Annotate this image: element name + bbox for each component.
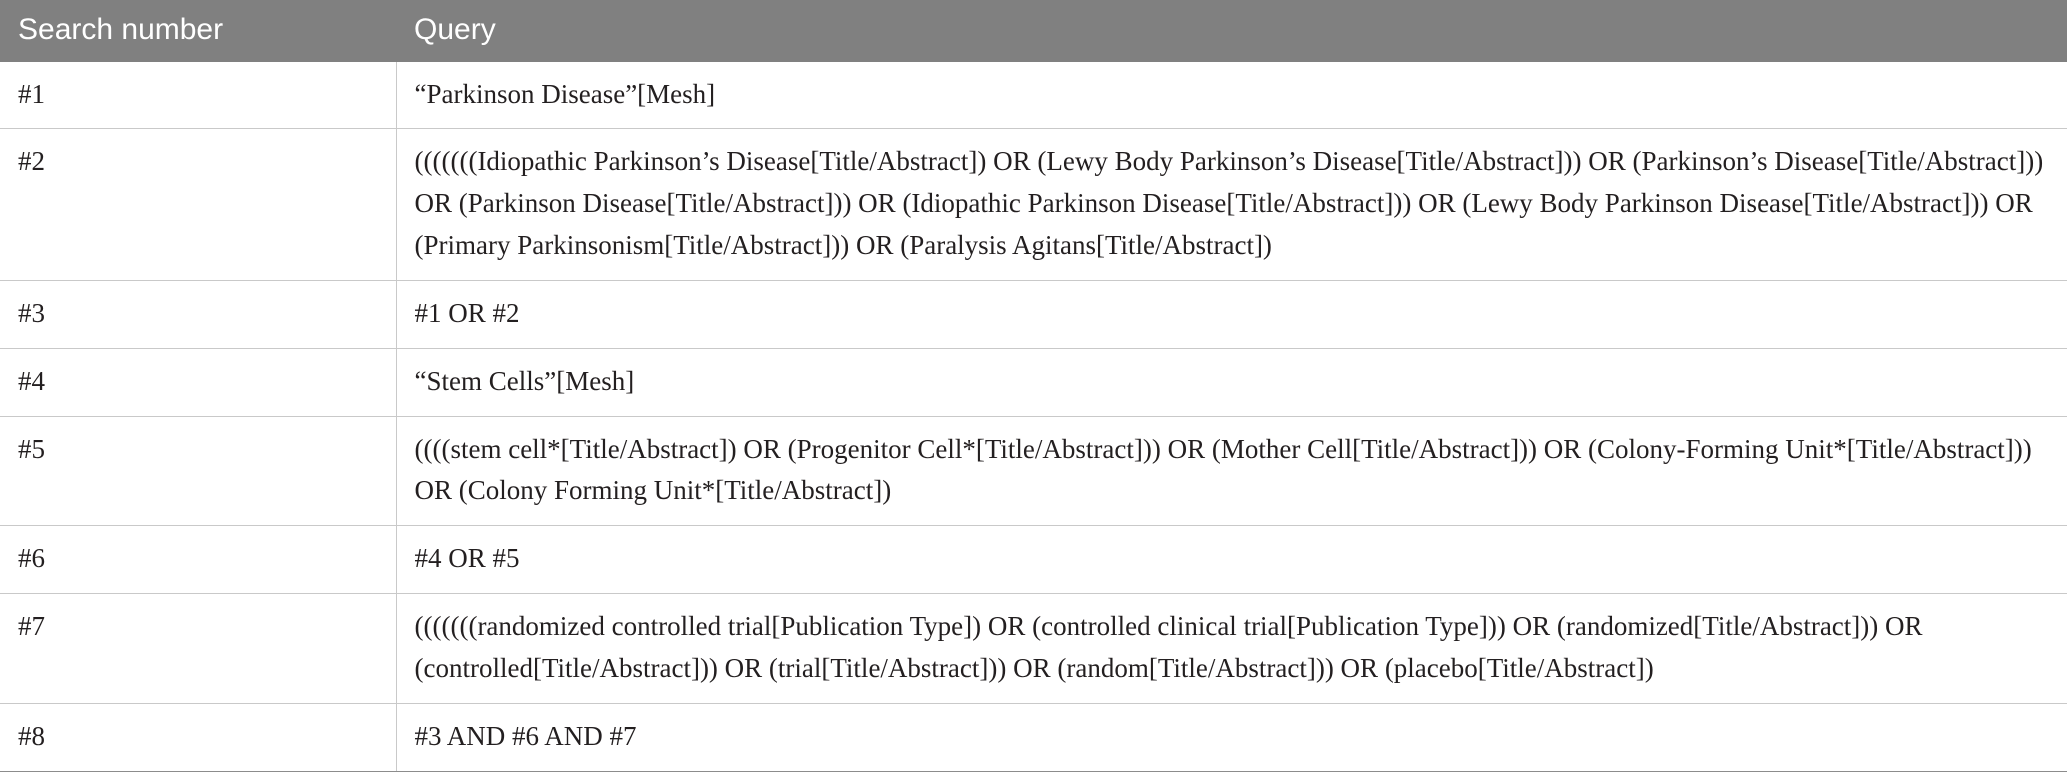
cell-search-number: #2 (0, 129, 396, 281)
table-row (0, 280, 2067, 348)
table-header (0, 0, 2067, 62)
column-header-search-number: Search number (0, 0, 396, 62)
query-text: #4 OR #5 (414, 543, 520, 574)
cell-search-number: #5 (0, 416, 396, 526)
table-header-row (0, 0, 2067, 62)
query-text: (((((((Idiopathic Parkinson’s Disease[Title/Abstract]) OR (Lewy Body Parkinson’s Disease[Title/Abstract])) OR (Parkinson’s Disease[Title/Abstract])) OR (Parkinson Disease[Title/Abstract])) OR (Idiopathic Parkinson Disease[Title/Abstract])) OR (Lewy Body Parkinson Disease[Title/Abstract])) OR (Primary Parkinsonism[Title/Abstract])) OR (Paralysis Agitans[Title/Abstract]) (414, 146, 2044, 261)
cell-query (396, 703, 2067, 771)
column-header-query: Query (396, 0, 2067, 62)
table-row (0, 348, 2067, 416)
query-text: #1 OR #2 (414, 297, 520, 328)
cell-search-number: #7 (0, 594, 396, 704)
query-text: #3 AND #6 AND #7 (414, 720, 637, 751)
cell-query (396, 594, 2067, 704)
query-text: (((((((randomized controlled trial[Publication Type]) OR (controlled clinical trial[Publication Type])) OR (randomized[Title/Abstract])) OR (controlled[Title/Abstract])) OR (trial[Title/Abstract])) OR (random[Title/Abstract])) OR (placebo[Title/Abstract]) (414, 611, 1923, 683)
cell-query (396, 62, 2067, 129)
query-text: “Parkinson Disease”[Mesh] (414, 78, 716, 109)
table-row (0, 129, 2067, 281)
query-text: “Stem Cells”[Mesh] (414, 365, 635, 396)
table-row (0, 62, 2067, 129)
cell-query (396, 416, 2067, 526)
table-body (0, 62, 2067, 772)
query-text: ((((stem cell*[Title/Abstract]) OR (Progenitor Cell*[Title/Abstract])) OR (Mother Cell[Title/Abstract])) OR (Colony-Forming Unit*[Title/Abstract])) OR (Colony Forming Unit*[Title/Abstract]) (414, 433, 2032, 506)
cell-query (396, 280, 2067, 348)
cell-query (396, 526, 2067, 594)
table-row (0, 594, 2067, 704)
cell-search-number: #3 (0, 280, 396, 348)
cell-search-number: #1 (0, 62, 396, 129)
cell-query (396, 348, 2067, 416)
cell-search-number: #4 (0, 348, 396, 416)
cell-query (396, 129, 2067, 281)
cell-search-number: #6 (0, 526, 396, 594)
table-row (0, 703, 2067, 771)
table-row (0, 526, 2067, 594)
table-row (0, 416, 2067, 526)
cell-search-number: #8 (0, 703, 396, 771)
